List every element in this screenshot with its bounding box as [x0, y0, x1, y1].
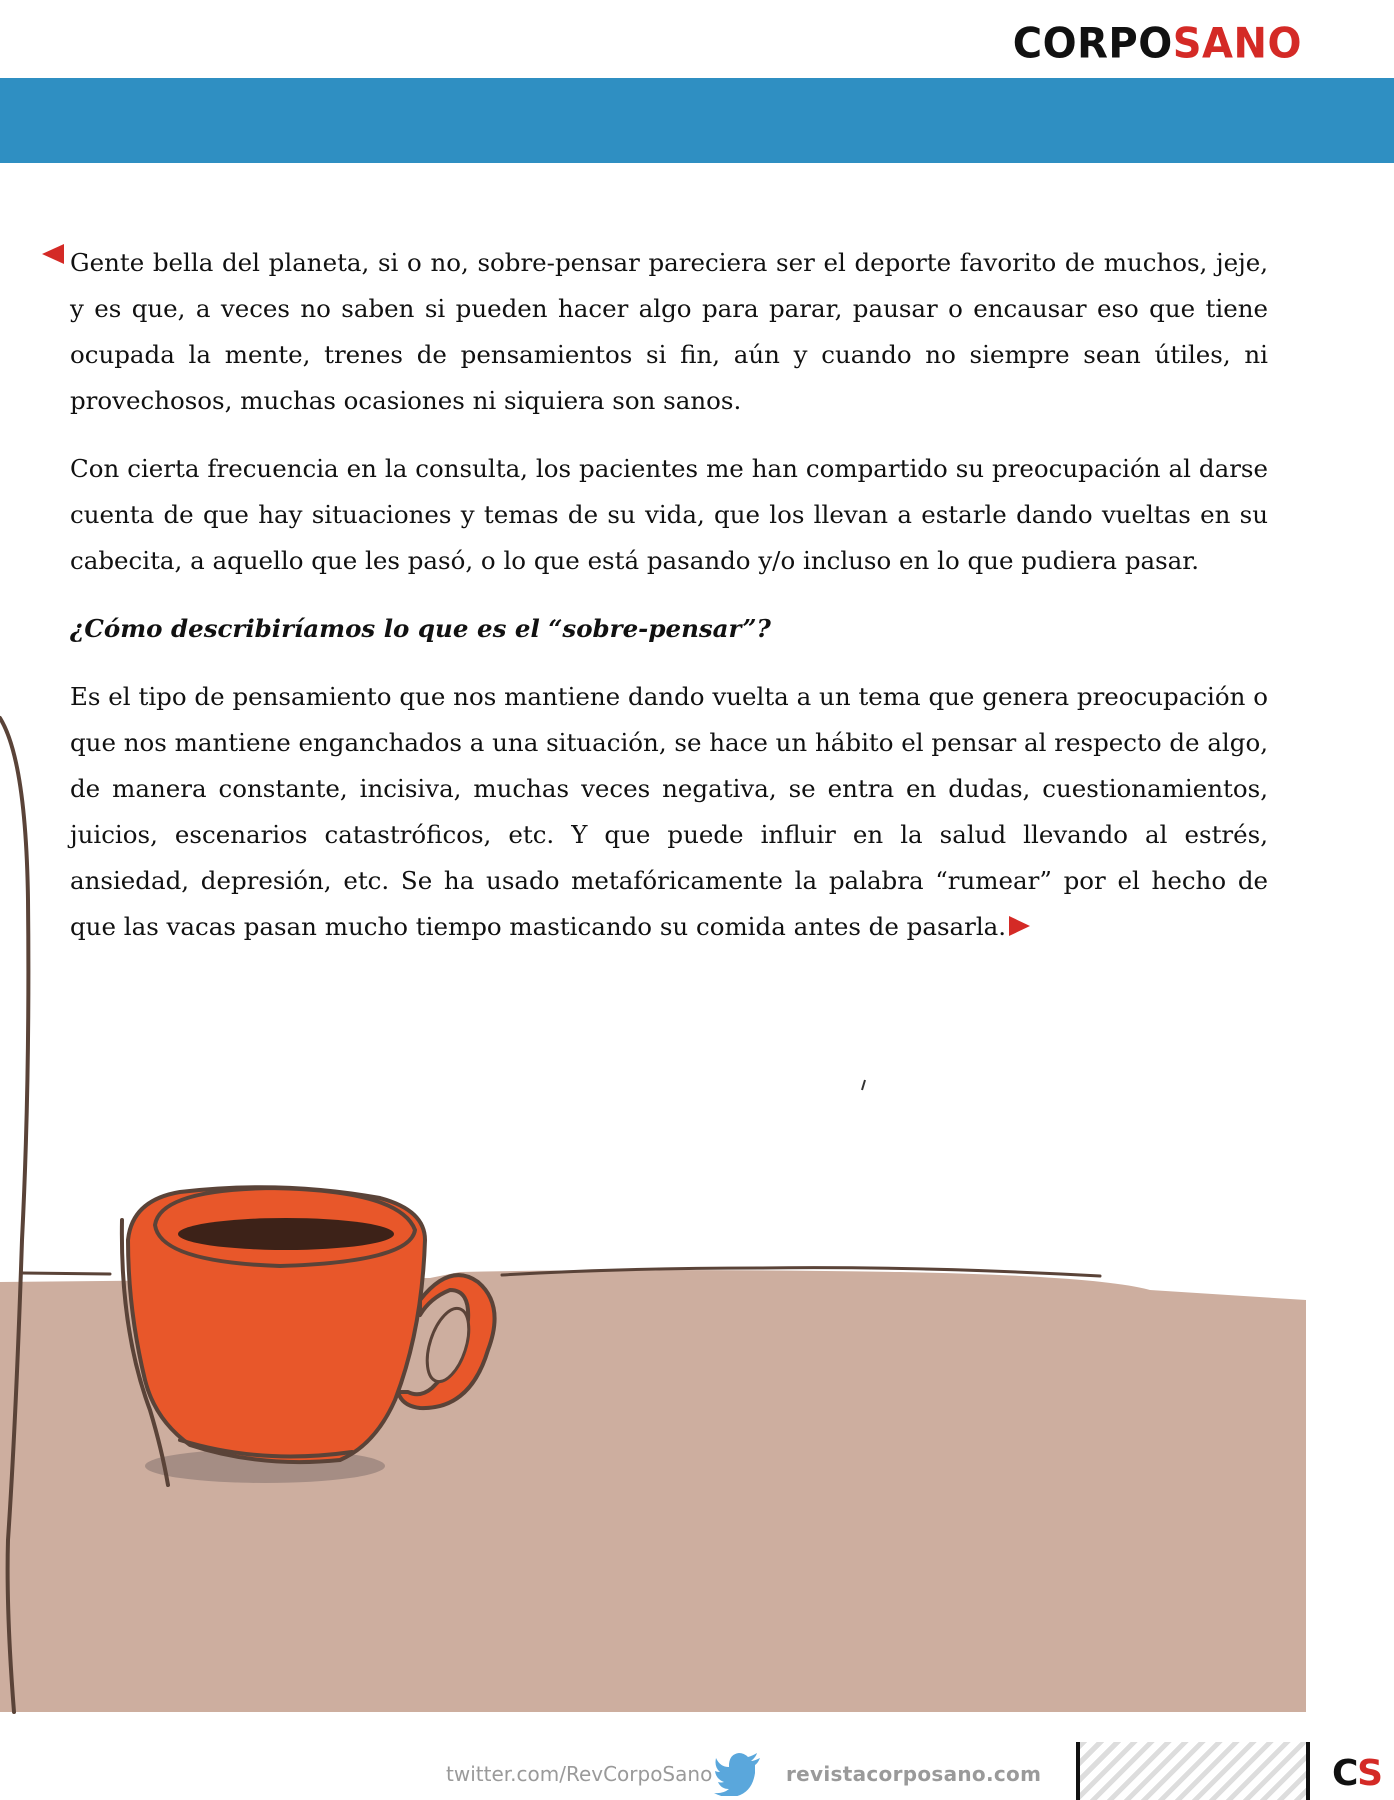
twitter-bird-icon[interactable]	[714, 1752, 762, 1796]
logo-sano: SANO	[1172, 19, 1302, 69]
logo-corpo: CORPO	[1012, 19, 1173, 69]
cs-badge-s: S	[1357, 1753, 1382, 1794]
paragraph-1: Gente bella del planeta, si o no, sobre-pensar pareciera ser el deporte favorito de muchos, jeje, y es que, a veces no saben si pueden hacer algo para parar, pausar o encausar eso que tiene ocupada la mente, trenes de pensamientos si fin, aún y cuando no siempre sean útiles, ni provechosos, muchas ocasiones ni siquiera son sanos.	[70, 248, 1268, 415]
twitter-link[interactable]: twitter.com/RevCorpoSano	[446, 1762, 713, 1786]
cs-badge-c: C	[1332, 1753, 1358, 1794]
coffee-cup-illustration	[0, 680, 1394, 1720]
paragraph-3-text: Es el tipo de pensamiento que nos mantiene dando vuelta a un tema que genera preocupación o que nos mantiene enganchados a una situación, se hace un hábito el pensar al respecto de algo, de manera constante, incisiva, muchas veces negativa, se entra en dudas, cuestionamientos, juicios, escenarios catastróficos, etc. Y que puede influir en la salud llevando al estrés, ansiedad, depresión, etc. Se ha usado metafóricamente la palabra “rumear” por el hecho de que las vacas pasan mucho tiempo masticando su comida antes de pasarla.	[70, 682, 1268, 941]
corposano-logo	[1013, 21, 1302, 67]
section-heading: ¿Cómo describiríamos lo que es el “sobre-pensar”?	[70, 614, 771, 643]
page-footer	[0, 1712, 1394, 1800]
table-edge-line-left	[22, 1273, 110, 1274]
tick-mark	[862, 1080, 865, 1090]
start-marker-icon	[42, 244, 64, 264]
header-band	[0, 78, 1394, 163]
cs-badge-text	[1332, 1754, 1381, 1794]
coffee-liquid	[178, 1218, 394, 1250]
paragraph-2: Con cierta frecuencia en la consulta, los pacientes me han compartido su preocupación al darse cuenta de que hay situaciones y temas de su vida, que los llevan a estarle dando vueltas en su cabecita, a aquello que les pasó, o lo que está pasando y/o incluso en lo que pudiera pasar.	[70, 454, 1268, 575]
cs-badge	[1306, 1742, 1394, 1800]
footer-stripes	[1076, 1742, 1312, 1800]
website-link[interactable]: revistacorposano.com	[786, 1762, 1042, 1786]
